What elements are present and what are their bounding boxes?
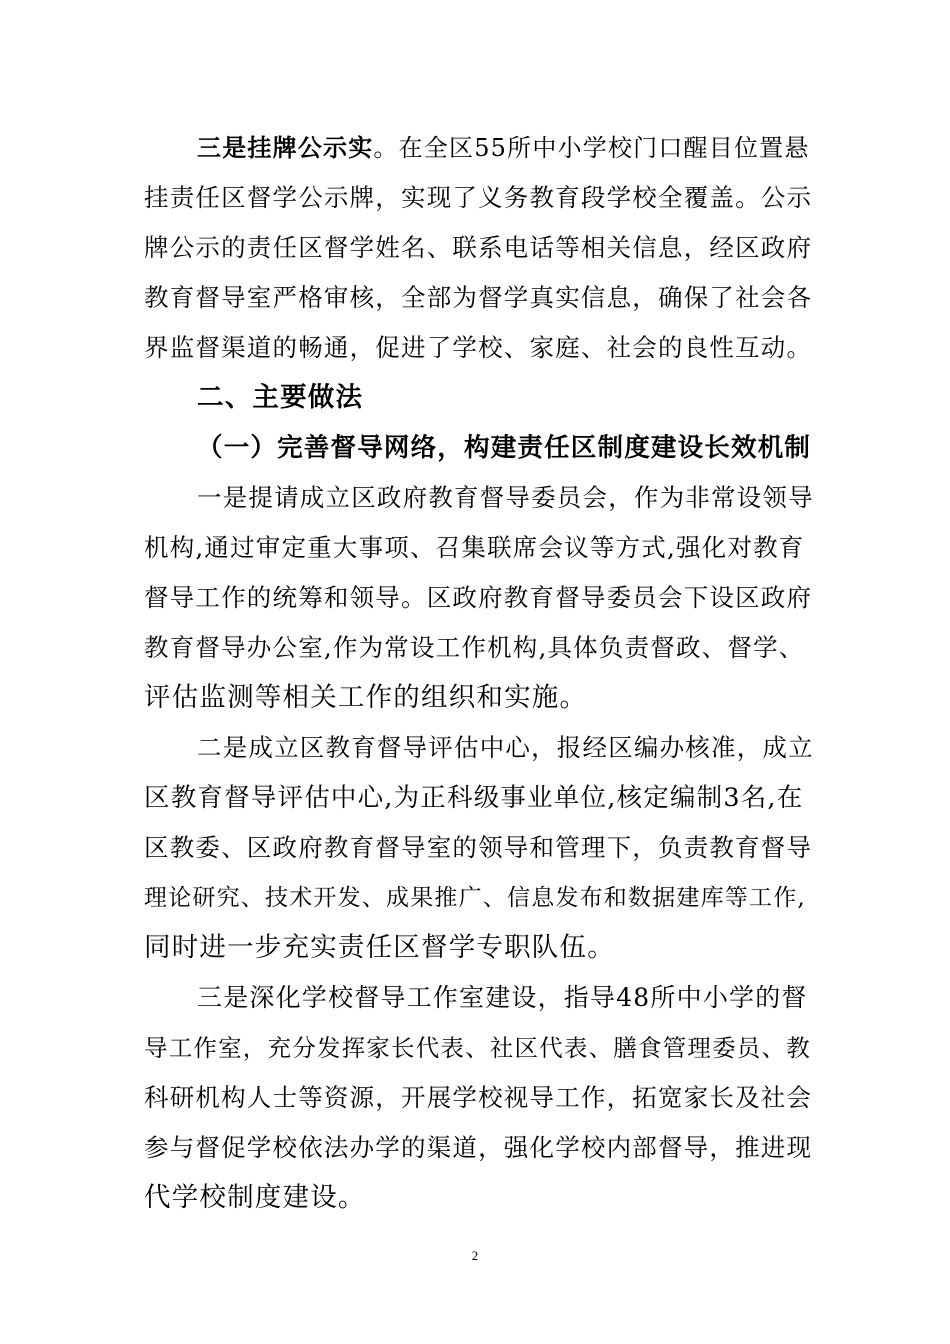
paragraph-1-line-3: 牌公示的责任区督学姓名、联系电话等相关信息，经区政府: [144, 233, 813, 262]
paragraph-1-line-1-rest: 。在全区55所中小学校门口醒目位置悬: [373, 134, 810, 162]
paragraph-3-line-3: 区教委、区政府教育督导室的领导和管理下，负责教育督导: [144, 833, 813, 862]
page-number: 2: [471, 1248, 479, 1263]
subsection-heading: （一）完善督导网络，构建责任区制度建设长效机制: [197, 433, 812, 463]
paragraph-4-line-4: 参与督促学校依法办学的渠道，强化学校内部督导，推进现: [144, 1133, 813, 1162]
section-heading: 二、主要做法: [197, 382, 364, 413]
paragraph-2-line-3: 督导工作的统筹和领导。区政府教育督导委员会下设区政府: [144, 583, 813, 612]
paragraph-4-line-1: 三是深化学校督导工作室建设，指导48所中小学的督: [197, 983, 808, 1012]
paragraph-2-line-4: 教育督导办公室,作为常设工作机构,具体负责督政、督学、: [144, 633, 805, 662]
paragraph-2-line-5: 评估监测等相关工作的组织和实施。: [144, 682, 588, 713]
paragraph-4-line-2: 导工作室，充分发挥家长代表、社区代表、膳食管理委员、教: [144, 1034, 811, 1062]
paragraph-4-line-3: 科研机构人士等资源，开展学校视导工作，拓宽家长及社会: [144, 1083, 813, 1112]
paragraph-3-line-5: 同时进一步充实责任区督学专职队伍。: [144, 932, 615, 963]
paragraph-1-line-1: [197, 128, 814, 168]
paragraph-3-line-2: 区教育督导评估中心,为正科级事业单位,核定编制3名,在: [144, 783, 804, 813]
paragraph-4-line-5: 代学校制度建设。: [144, 1182, 366, 1213]
paragraph-1-line-2: 挂责任区督学公示牌，实现了义务教育段学校全覆盖。公示: [144, 183, 813, 212]
paragraph-2-line-1: 一是提请成立区政府教育督导委员会，作为非常设领导: [197, 483, 814, 512]
paragraph-3-line-4: 理论研究、技术开发、成果推广、信息发布和数据建库等工作,: [144, 885, 806, 911]
paragraph-1-line-4: 教育督导室严格审核，全部为督学真实信息，确保了社会各: [144, 283, 813, 312]
paragraph-2-line-2: 机构,通过审定重大事项、召集联席会议等方式,强化对教育: [144, 533, 805, 562]
paragraph-1-line-5: 界监督渠道的畅通，促进了学校、家庭、社会的良性互动。: [144, 333, 813, 362]
paragraph-3-line-1: 二是成立区教育督导评估中心，报经区编办核准，成立: [197, 733, 814, 762]
paragraph-1-lead: 三是挂牌公示实: [197, 133, 374, 162]
